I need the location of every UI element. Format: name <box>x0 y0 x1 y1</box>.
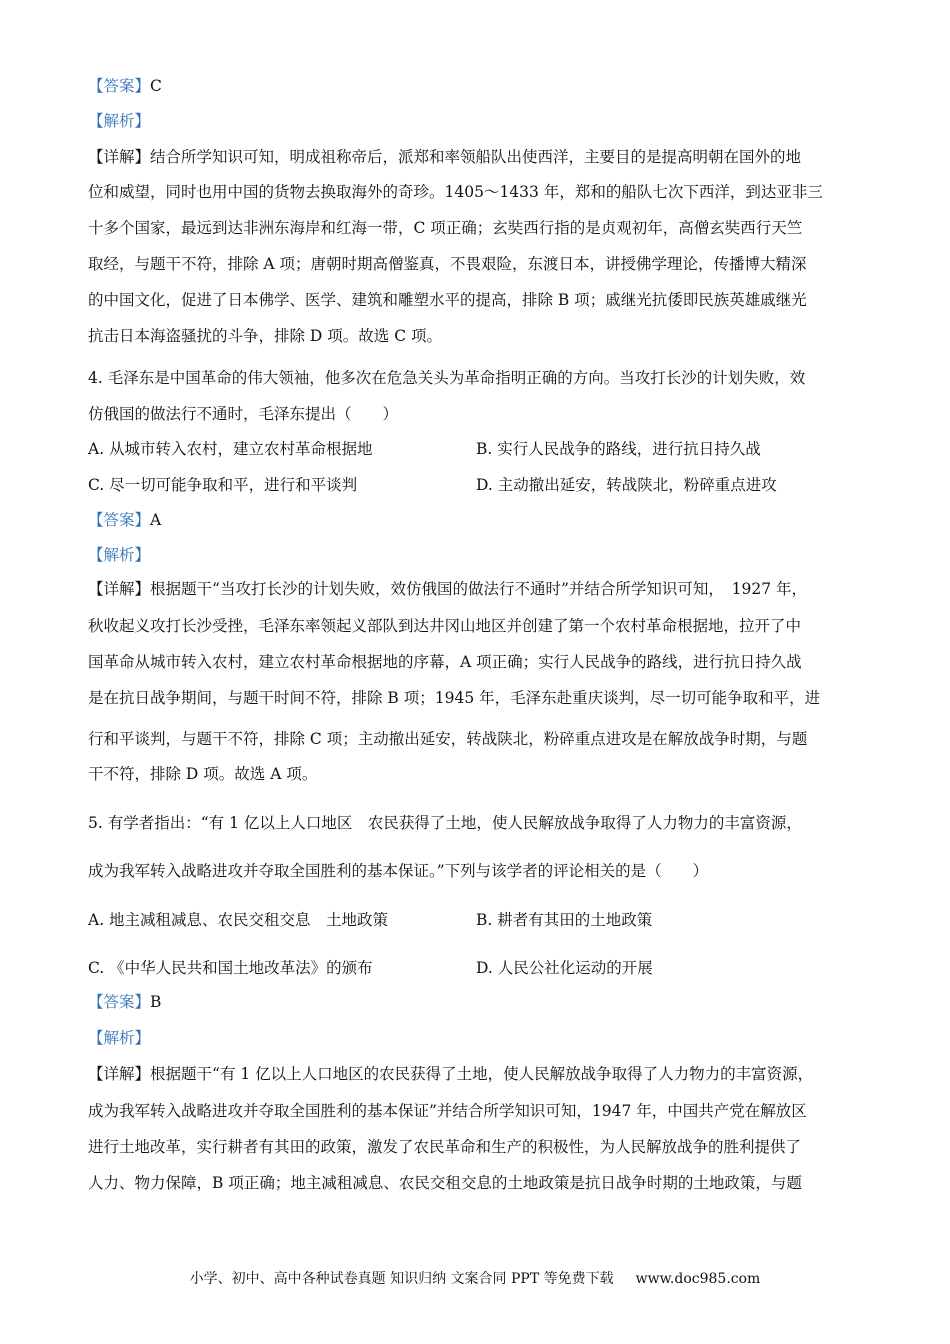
q3-detail-line-1 <box>88 146 868 168</box>
q3-detail-line-6: 抗击日本海盗骚扰的斗争，排除 D 项。故选 C 项。 <box>88 327 442 345</box>
q4-answer-line <box>88 509 868 531</box>
q3-detail-line-4: 取经，与题干不符，排除 A 项；唐朝时期高僧鉴真，不畏艰险，东渡日本，讲授佛学理论，传播博大精深 <box>88 255 807 273</box>
q4-answer-value: A <box>150 511 162 529</box>
q4-detail-line-4: 是在抗日战争期间，与题干时间不符，排除 B 项；1945 年，毛泽东赴重庆谈判，尽一切可能争取和平，进 <box>88 689 821 707</box>
q3-detail-line-3: 十多个国家，最远到达非洲东海岸和红海一带，C 项正确；玄奘西行指的是贞观初年，高僧玄奘西行天竺 <box>88 219 803 237</box>
q5-option-b: B. 耕者有其田的土地政策 <box>476 911 653 929</box>
q3-analysis-line <box>88 110 868 132</box>
q5-stem-line-1: 5. 有学者指出：“有 1 亿以上人口地区 农民获得了土地，使人民解放战争取得了人力物力的丰富资源， <box>88 814 802 832</box>
q3-answer-line <box>88 75 868 97</box>
q4-option-d: D. 主动撤出延安，转战陕北，粉碎重点进攻 <box>476 476 777 494</box>
q4-answer-tag: 【答案】 <box>88 511 151 529</box>
q4-detail-tag: 【详解】 <box>88 580 151 598</box>
q5-analysis-line <box>88 1027 868 1049</box>
q5-detail-text-1: 根据题干“有 1 亿以上人口地区的农民获得了土地，使人民解放战争取得了人力物力的丰富资源， <box>150 1065 814 1083</box>
q3-detail-tag: 【详解】 <box>88 148 151 166</box>
q5-detail-line-1 <box>88 1063 868 1085</box>
q3-answer-tag: 【答案】 <box>88 77 151 95</box>
footer-site-link[interactable]: www.doc985.com <box>635 1271 761 1287</box>
q3-detail-line-2: 位和威望，同时也用中国的货物去换取海外的奇珍。1405～1433 年，郑和的船队七次下西洋，到达亚非三 <box>88 183 823 201</box>
q3-detail-text-1: 结合所学知识可知，明成祖称帝后，派郑和率领船队出使西洋，主要目的是提高明朝在国外的地 <box>150 148 802 166</box>
q5-stem-line-2: 成为我军转入战略进攻并夺取全国胜利的基本保证。”下列与该学者的评论相关的是（ ） <box>88 862 709 880</box>
q4-detail-line-1 <box>88 578 868 600</box>
footer-text: 小学、初中、高中各种试卷真题 知识归纳 文案合同 PPT 等免费下载 <box>189 1271 614 1287</box>
q4-analysis-line <box>88 544 868 566</box>
q3-analysis-tag: 【解析】 <box>88 112 151 130</box>
q5-detail-tag: 【详解】 <box>88 1065 151 1083</box>
q4-option-a: A. 从城市转入农村，建立农村革命根据地 <box>88 440 373 458</box>
q3-answer-value: C <box>150 77 162 95</box>
page-footer <box>0 1269 950 1289</box>
q4-analysis-tag: 【解析】 <box>88 546 151 564</box>
q4-detail-line-6: 干不符，排除 D 项。故选 A 项。 <box>88 765 318 783</box>
q5-analysis-tag: 【解析】 <box>88 1029 151 1047</box>
q5-option-a: A. 地主减租减息、农民交租交息 土地政策 <box>88 911 389 929</box>
q5-detail-line-2: 成为我军转入战略进攻并夺取全国胜利的基本保证”并结合所学知识可知，1947 年，中国共产党在解放区 <box>88 1102 807 1120</box>
q4-detail-line-2: 秋收起义攻打长沙受挫，毛泽东率领起义部队到达井冈山地区并创建了第一个农村革命根据地，拉开了中 <box>88 617 802 635</box>
q5-answer-tag: 【答案】 <box>88 993 151 1011</box>
q5-option-c: C. 《中华人民共和国土地改革法》的颁布 <box>88 959 373 977</box>
q4-detail-line-5: 行和平谈判，与题干不符，排除 C 项；主动撤出延安，转战陕北，粉碎重点进攻是在解放战争时期，与题 <box>88 730 808 748</box>
q5-detail-line-4: 人力、物力保障，B 项正确；地主减租减息、农民交租交息的土地政策是抗日战争时期的土地政策，与题 <box>88 1174 802 1192</box>
q5-detail-line-3: 进行土地改革，实行耕者有其田的政策，激发了农民革命和生产的积极性，为人民解放战争的胜利提供了 <box>88 1138 802 1156</box>
q3-detail-line-5: 的中国文化，促进了日本佛学、医学、建筑和雕塑水平的提高，排除 B 项；戚继光抗倭即民族英雄戚继光 <box>88 291 807 309</box>
q4-detail-text-1: 根据题干“当攻打长沙的计划失败，效仿俄国的做法行不通时”并结合所学知识可知， 1927 年， <box>150 580 807 598</box>
q4-option-b: B. 实行人民战争的路线，进行抗日持久战 <box>476 440 761 458</box>
q4-detail-line-3: 国革命从城市转入农村，建立农村革命根据地的序幕，A 项正确；实行人民战争的路线，进行抗日持久战 <box>88 653 802 671</box>
q5-answer-value: B <box>150 993 162 1011</box>
q4-stem-line-2: 仿俄国的做法行不通时，毛泽东提出（ ） <box>88 405 399 423</box>
q4-stem-line-1: 4. 毛泽东是中国革命的伟大领袖，他多次在危急关头为革命指明正确的方向。当攻打长沙的计划失败，效 <box>88 369 806 387</box>
q4-option-c: C. 尽一切可能争取和平，进行和平谈判 <box>88 476 358 494</box>
q5-answer-line <box>88 991 868 1013</box>
q5-option-d: D. 人民公社化运动的开展 <box>476 959 653 977</box>
